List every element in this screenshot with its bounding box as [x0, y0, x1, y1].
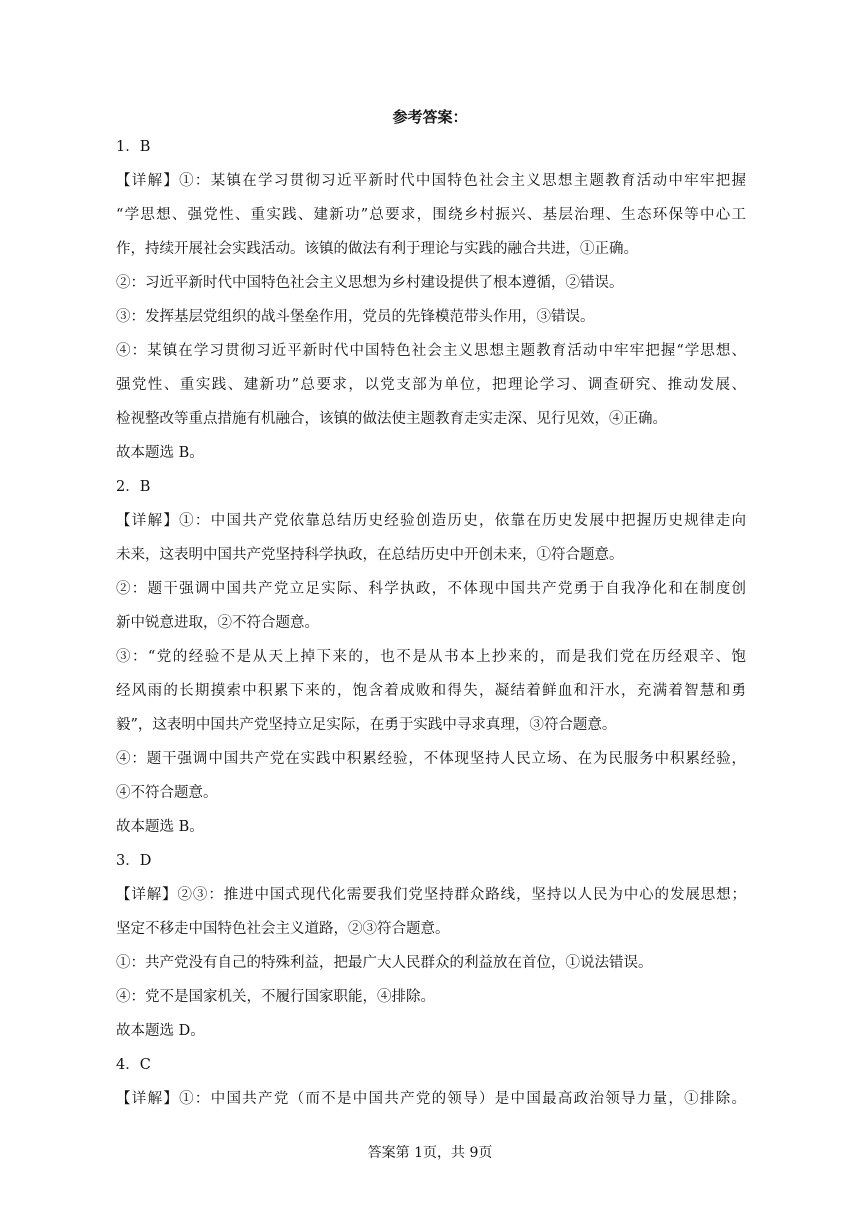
text-line: 新中锐意进取，②不符合题意。 [116, 615, 319, 631]
page-title: 参考答案： [392, 108, 468, 126]
text-line: 【详解】①：某镇在学习贯彻习近平新时代中国特色社会主义思想主题教育活动中牢牢把握 [116, 173, 746, 189]
text-line: 作，持续开展社会实践活动。该镇的做法有利于理论与实践的融合共进，①正确。 [116, 241, 638, 257]
text-line: 检视整改等重点措施有机融合，该镇的做法使主题教育走实走深、见行见效，④正确。 [116, 411, 667, 427]
text-line: 经风雨的长期摸索中积累下来的，饱含着成败和得失，凝结着鲜血和汗水，充满着智慧和勇 [116, 683, 746, 699]
text-line: ③：“党的经验不是从天上掉下来的，也不是从书本上抄来的，而是我们党在历经艰辛、饱 [116, 649, 746, 665]
text-line: 故本题选 D。 [116, 1023, 205, 1039]
answer-content [116, 130, 746, 1116]
text-line: 【详解】①：中国共产党（而不是中国共产党的领导）是中国最高政治领导力量，①排除。 [116, 1091, 746, 1107]
text-line: ③：发挥基层党组织的战斗堡垒作用，党员的先锋模范带头作用，③错误。 [116, 309, 595, 325]
text-line: ④：某镇在学习贯彻习近平新时代中国特色社会主义思想主题教育活动中牢牢把握“学思想、 [116, 343, 746, 359]
text-line: ④：党不是国家机关，不履行国家职能，④排除。 [116, 989, 435, 1005]
text-line: 未来，这表明中国共产党坚持科学执政，在总结历史中开创未来，①符合题意。 [116, 547, 624, 563]
text-line: 【详解】①：中国共产党依靠总结历史经验创造历史，依靠在历史发展中把握历史规律走向 [116, 513, 746, 529]
text-line: 故本题选 B。 [116, 819, 204, 835]
text-line: ④不符合题意。 [116, 785, 218, 801]
text-line: 3．D [116, 853, 152, 869]
text-line: 强党性、重实践、建新功”总要求，以党支部为单位，把理论学习、调查研究、推动发展、 [116, 377, 746, 393]
text-line: 坚定不移走中国特色社会主义道路，②③符合题意。 [116, 921, 450, 937]
page-footer: 答案第 1页，共 9页 [367, 1145, 493, 1161]
text-line: 毅”，这表明中国共产党坚持立足实际，在勇于实践中寻求真理，③符合题意。 [116, 717, 617, 733]
text-line: ②：题干强调中国共产党立足实际、科学执政，不体现中国共产党勇于自我净化和在制度创 [116, 581, 746, 597]
text-line: 1．B [116, 139, 151, 155]
text-line: ①：共产党没有自己的特殊利益，把最广大人民群众的利益放在首位，①说法错误。 [116, 955, 653, 971]
text-line: 故本题选 B。 [116, 445, 204, 461]
text-line: 4．C [116, 1057, 151, 1073]
text-line: 【详解】②③：推进中国式现代化需要我们党坚持群众路线，坚持以人民为中心的发展思想； [116, 887, 746, 903]
text-line: ②：习近平新时代中国特色社会主义思想为乡村建设提供了根本遵循，②错误。 [116, 275, 624, 291]
text-line: ④：题干强调中国共产党在实践中积累经验，不体现坚持人民立场、在为民服务中积累经验， [116, 751, 746, 767]
text-line: 2．B [116, 479, 151, 495]
text-line: “学思想、强党性、重实践、建新功”总要求，围绕乡村振兴、基层治理、生态环保等中心工 [116, 207, 746, 223]
